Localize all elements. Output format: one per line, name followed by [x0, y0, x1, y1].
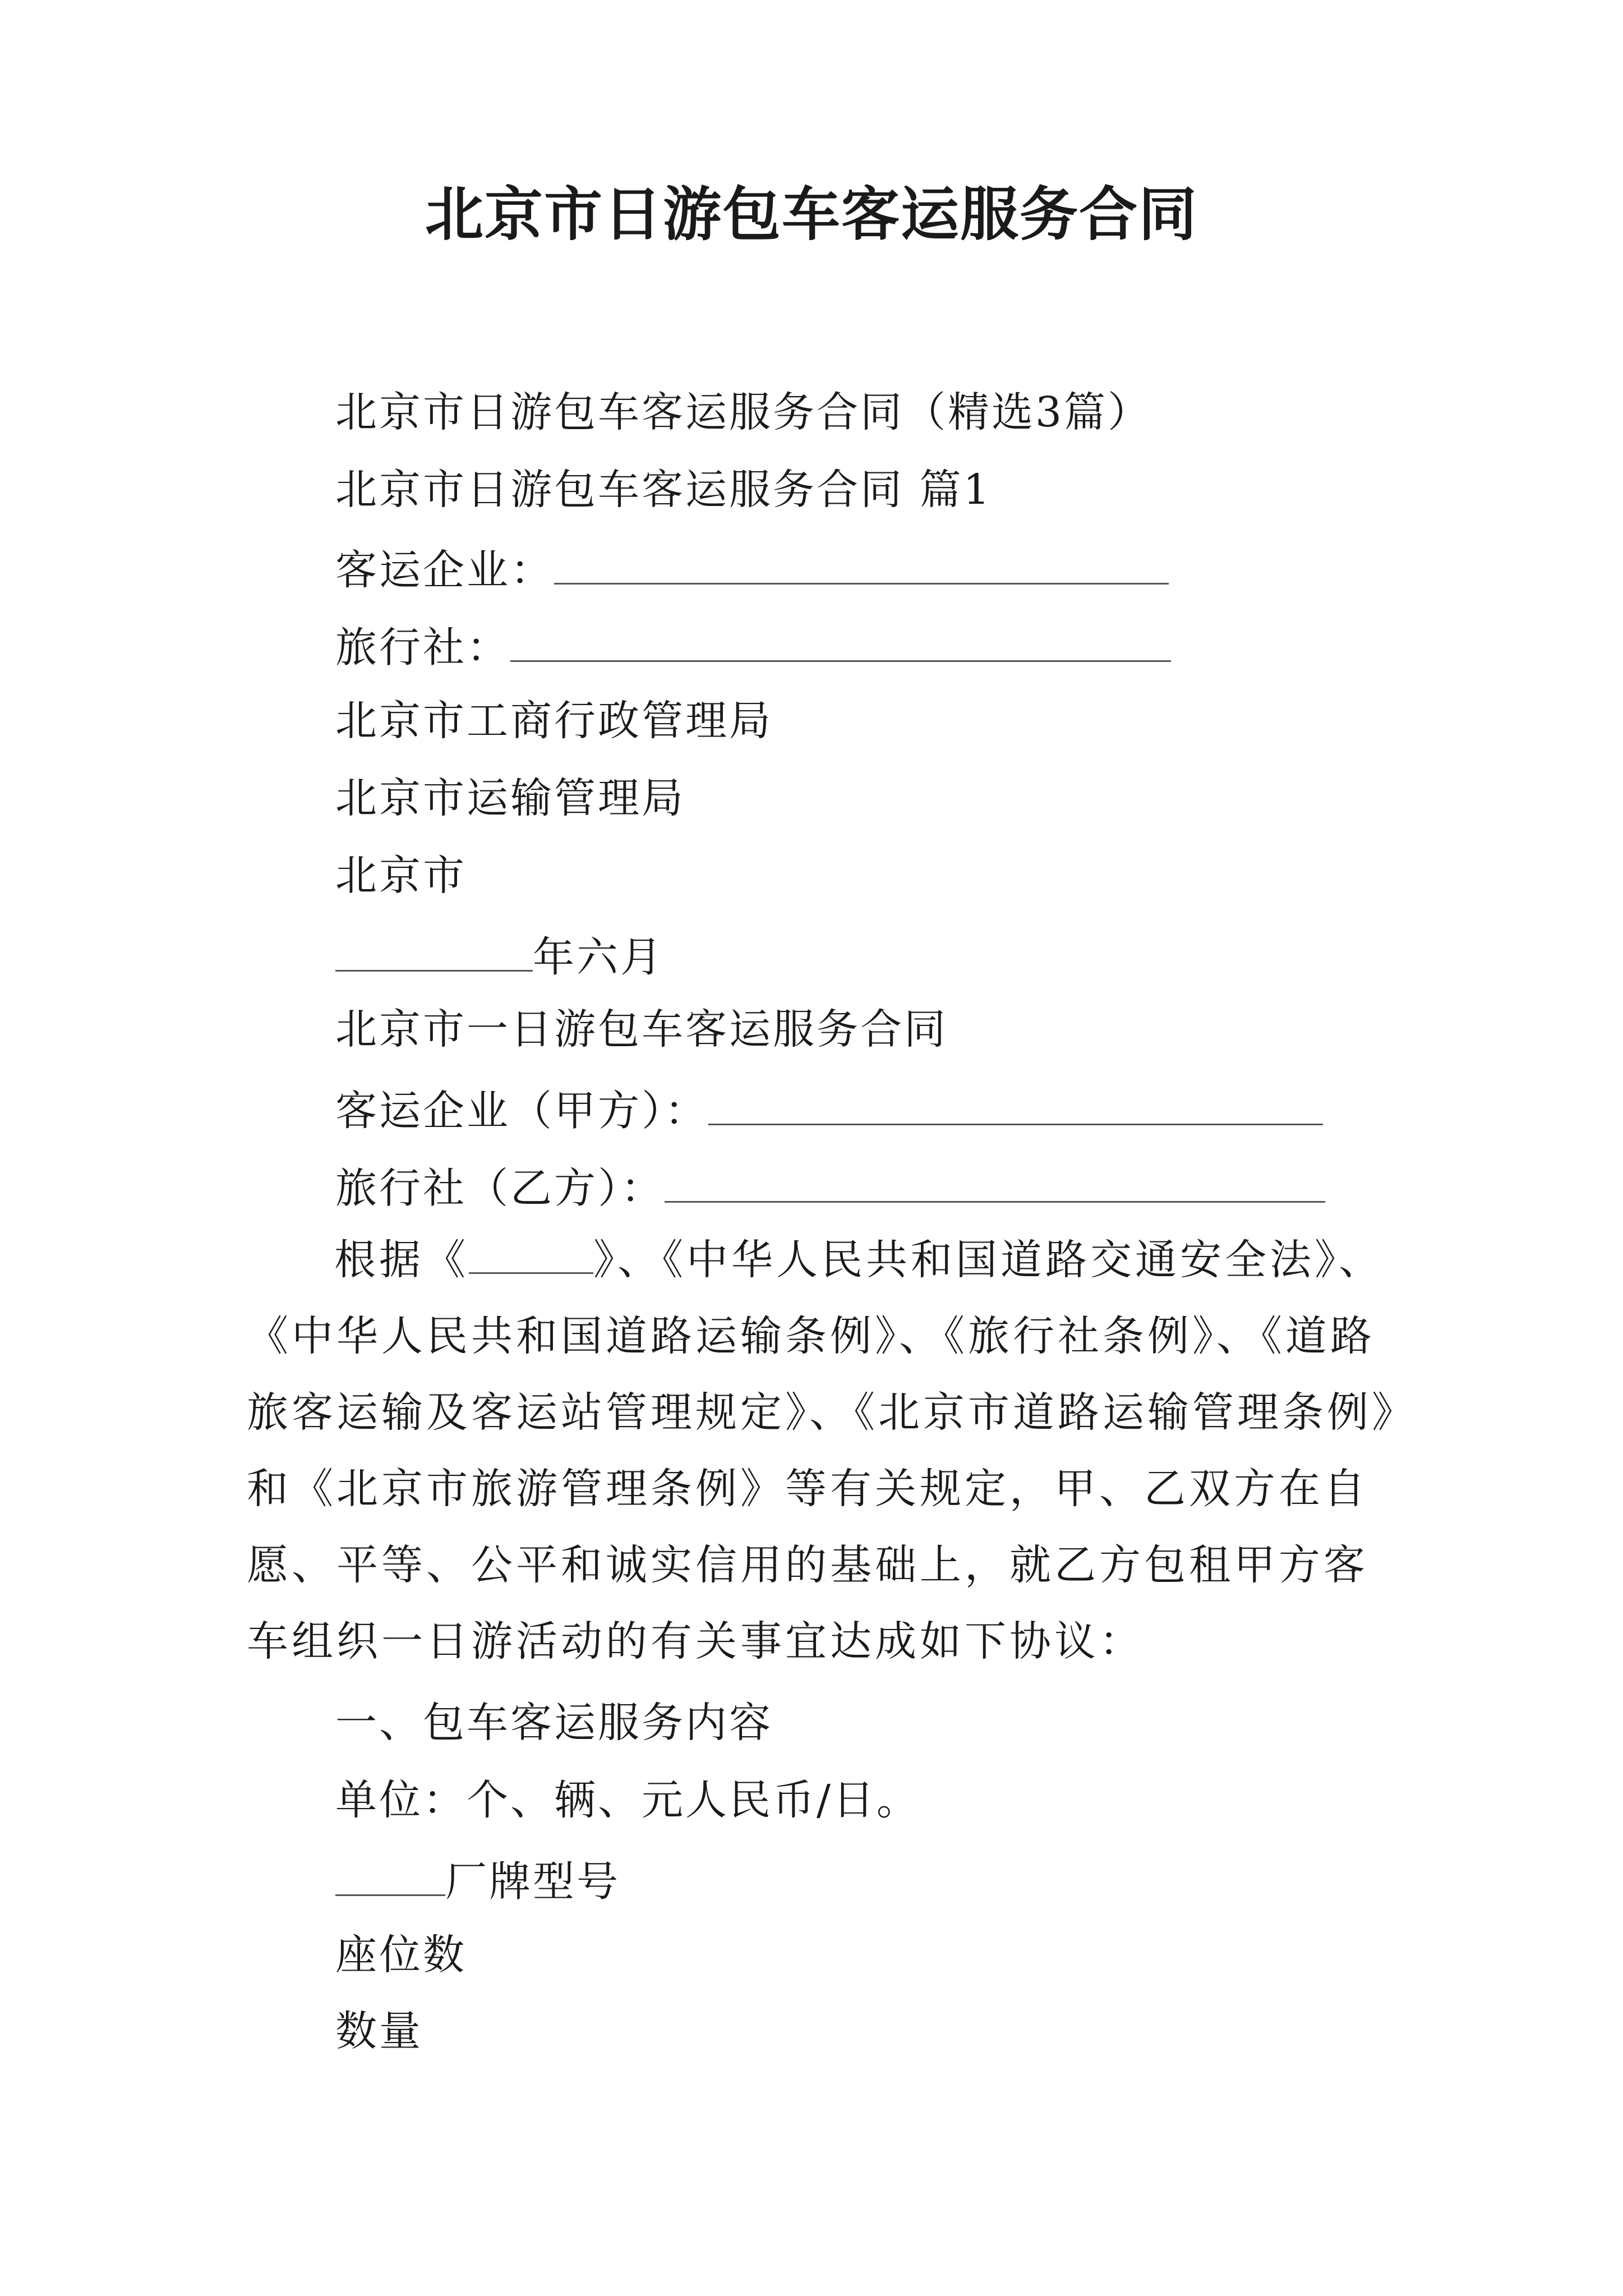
year-blank	[335, 932, 533, 972]
brand-model-line	[335, 1857, 620, 1906]
brand-model-label: 厂牌型号	[445, 1857, 620, 1906]
agency-label: 旅行社：	[335, 623, 510, 672]
party-a-field	[335, 1086, 1323, 1135]
agency-blank	[510, 623, 1171, 662]
party-b-blank	[665, 1163, 1325, 1203]
document-title: 北京市日游包车客运服务合同	[425, 180, 1198, 249]
bureau-transport: 北京市运输管理局	[335, 774, 685, 822]
paragraph-rest: 》、《中华人民共和国道路交通安全法》、《中华人民共和国道路运输条例》、《旅行社条例》、《道路旅客运输及客运站管理规定》、《北京市道路运输管理条例》和《北京市旅游管理条例》等有关规定，甲、乙双方在自愿、平等、公平和诚实信用的基础上，就乙方包租甲方客车组织一日游活动的有关事宜达成如下协议：	[247, 1236, 1396, 1665]
legal-basis-paragraph	[247, 1222, 1402, 1680]
law-blank	[469, 1235, 593, 1274]
city-line: 北京市	[335, 852, 467, 900]
party-a-label: 客运企业（甲方）：	[335, 1087, 708, 1135]
date-line	[335, 932, 664, 982]
section-heading: 北京市日游包车客运服务合同 篇1	[335, 466, 992, 514]
agency-field	[335, 623, 1171, 672]
bureau-commerce: 北京市工商行政管理局	[335, 697, 773, 745]
party-b-field	[335, 1163, 1325, 1213]
carrier-field	[335, 545, 1169, 595]
quantity-line: 数量	[335, 2007, 423, 2055]
paragraph-start: 根据《	[334, 1236, 469, 1284]
date-suffix: 年六月	[533, 933, 664, 982]
section-one-heading: 一、包车客运服务内容	[335, 1699, 773, 1747]
party-a-blank	[708, 1086, 1323, 1125]
carrier-label: 客运企业：	[335, 546, 554, 595]
party-b-label: 旅行社（乙方）：	[335, 1164, 665, 1213]
brand-blank	[335, 1857, 445, 1896]
seats-line: 座位数	[335, 1931, 467, 1979]
unit-line: 单位：个、辆、元人民币/日。	[335, 1776, 920, 1824]
subtitle: 北京市日游包车客运服务合同（精选3篇）	[335, 388, 1152, 436]
contract-name: 北京市一日游包车客运服务合同	[335, 1005, 948, 1053]
carrier-blank	[554, 545, 1169, 585]
